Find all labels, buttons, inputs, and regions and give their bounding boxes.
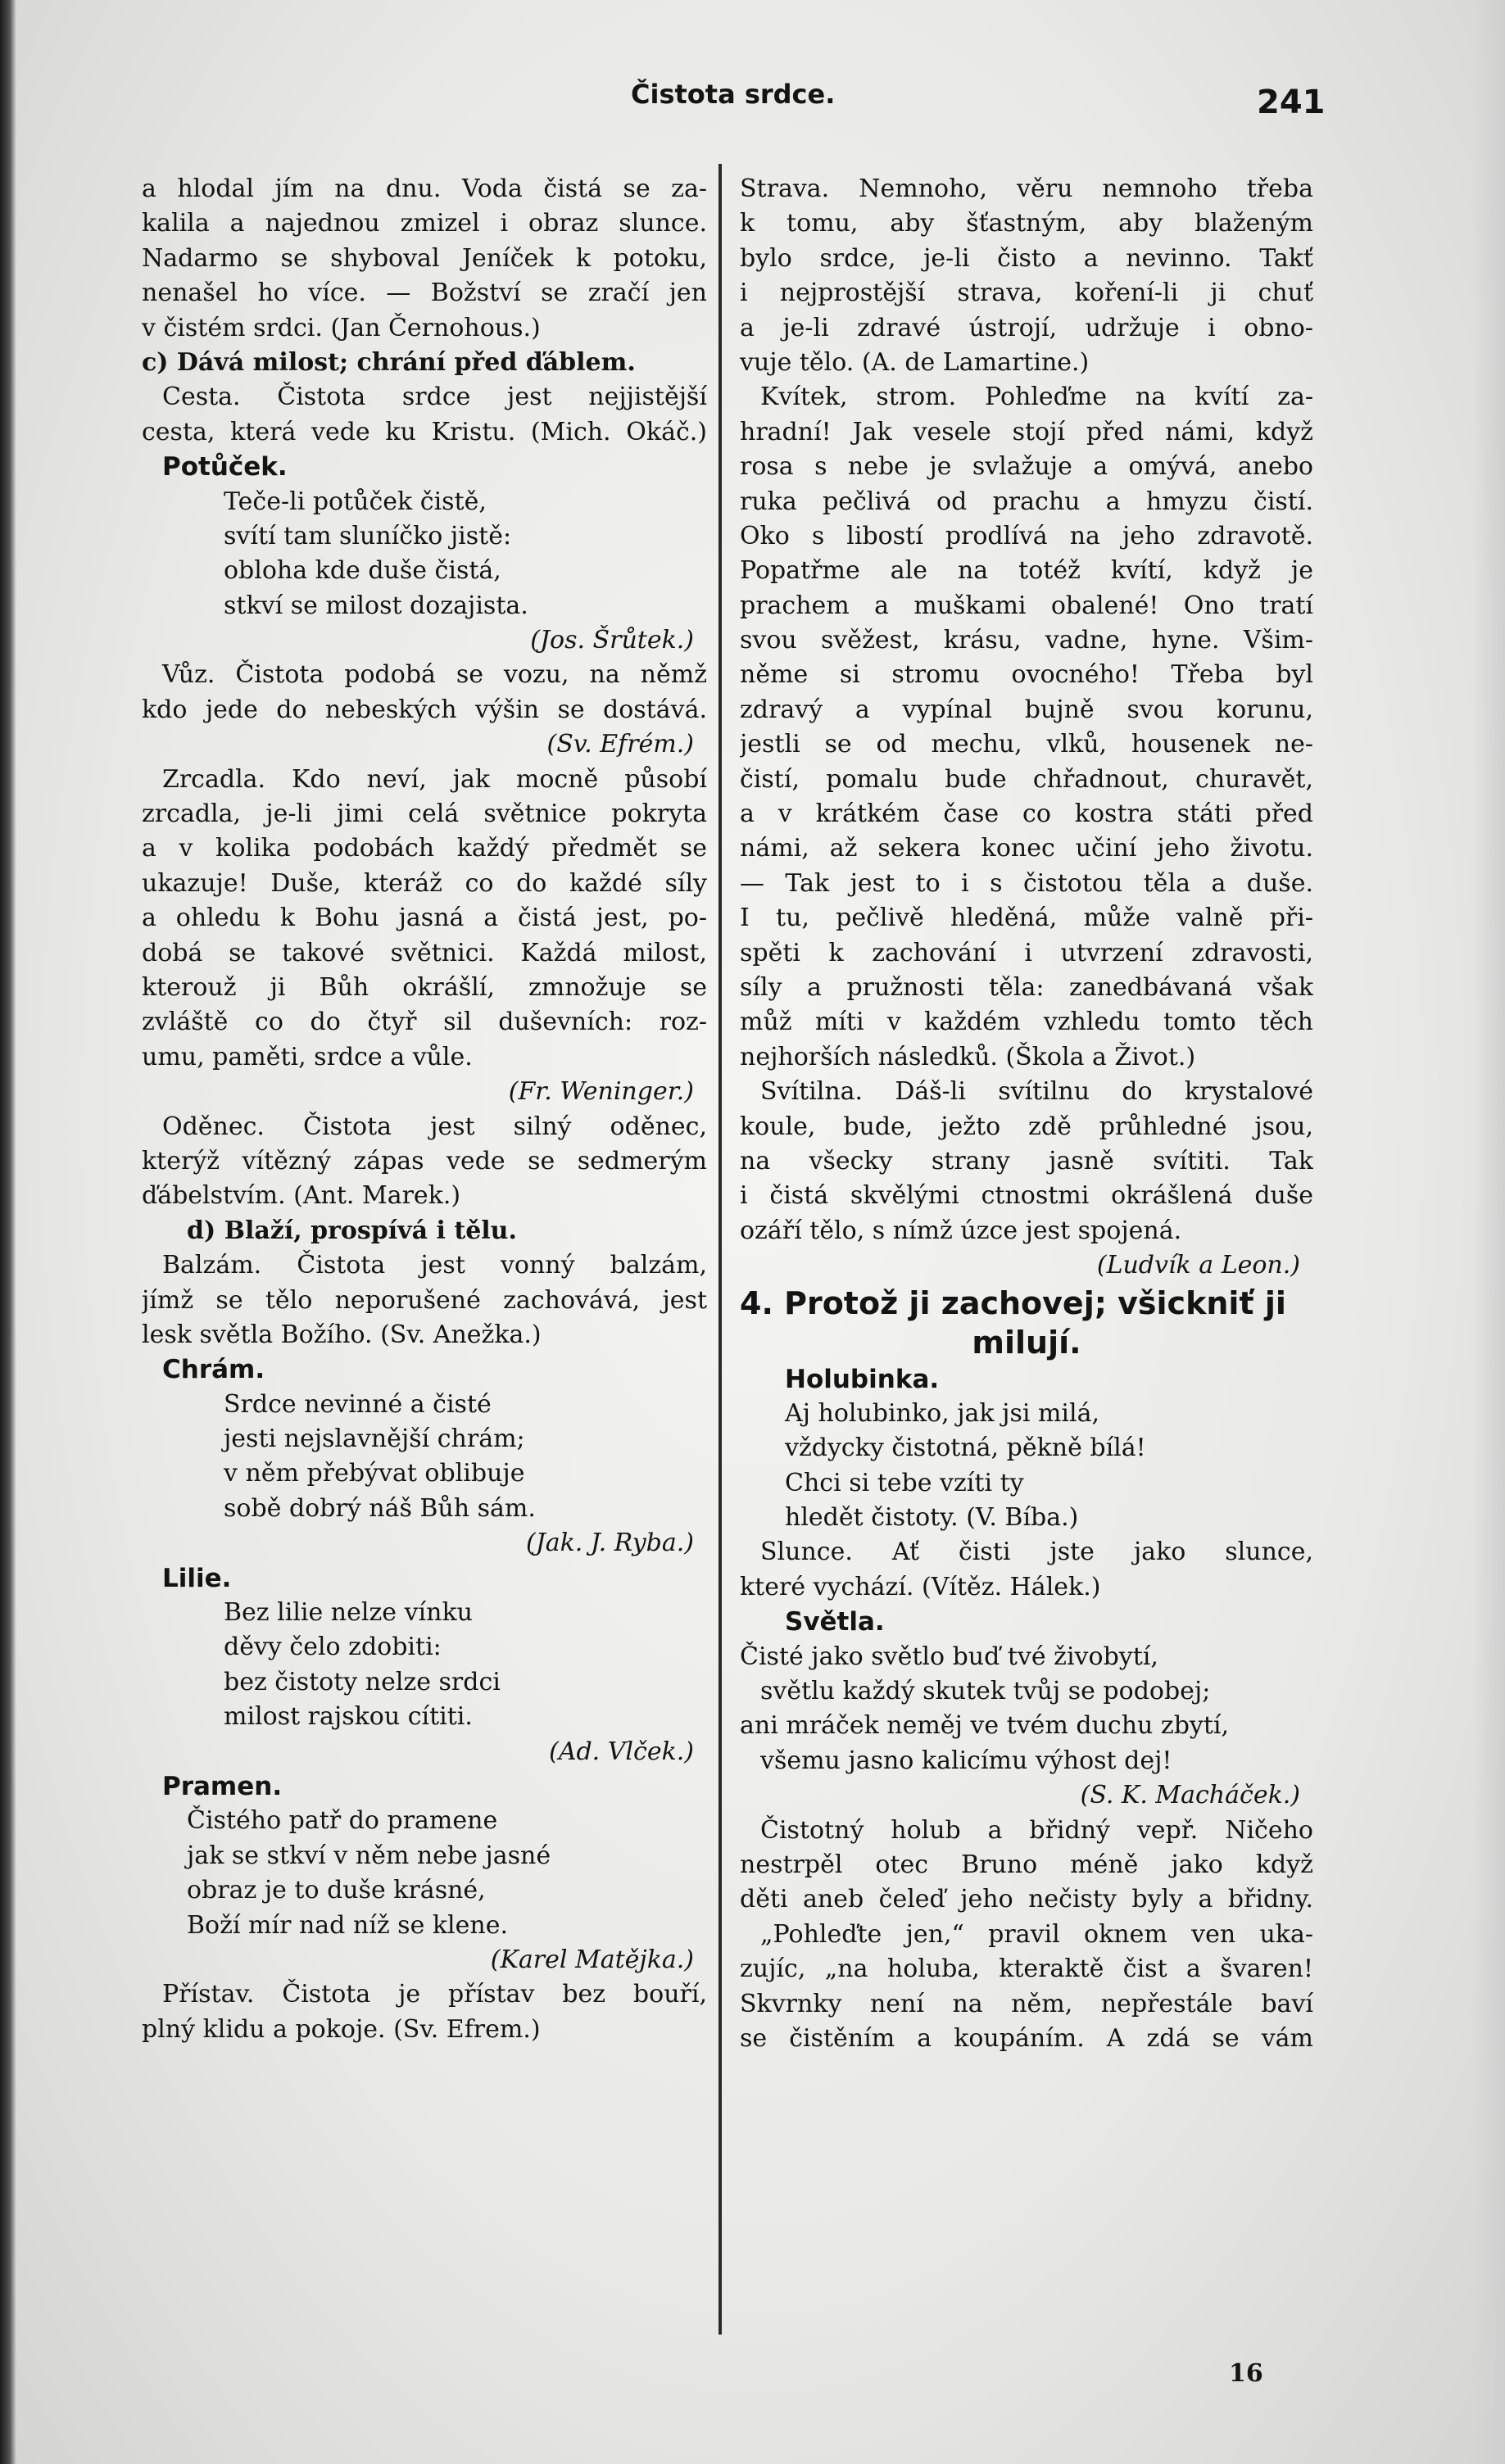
text-line: Slunce. Ať čisti jste jako slunce, — [760, 1538, 1313, 1567]
text-line: lesk světla Božího. (Sv. Anežka.) — [142, 1320, 542, 1349]
text-line: Svítilna. Dáš-li svítilnu do krystalové — [760, 1077, 1313, 1107]
verse-line: Teče-li potůček čistě, — [224, 487, 487, 516]
verse-line: obloha kde duše čistá, — [224, 556, 501, 586]
text-line: čistí, pomalu bude chřadnout, churavět, — [740, 764, 1313, 794]
verse-line: bez čistoty nelze srdci — [224, 1667, 501, 1696]
text-line: ďábelstvím. (Ant. Marek.) — [142, 1181, 461, 1211]
attribution: (Sv. Efrém.) — [546, 730, 694, 759]
text-line: a ohledu k Bohu jasná a čistá jest, po- — [142, 904, 707, 933]
text-line: Oko s libostí prodlívá na jeho zdravotě. — [740, 521, 1313, 550]
text-line: můž míti v každém vzhledu tomto těch — [740, 1008, 1313, 1037]
text-line: vuje tělo. (A. de Lamartine.) — [740, 347, 1090, 377]
chapter-heading-continued: milují. — [972, 1324, 1081, 1361]
text-line: zdravý a vypínal bujně svou korunu, — [740, 695, 1313, 724]
page-binding-shadow — [0, 0, 16, 2464]
text-line: i čistá skvělými ctnostmi okrášlená duše — [740, 1181, 1313, 1211]
text-line: dobá se takové světnici. Každá milost, — [142, 938, 707, 967]
section-heading: d) Blaží, prospívá i tělu. — [187, 1216, 517, 1245]
text-line: a hlodal jím na dnu. Voda čistá se za- — [142, 174, 707, 203]
page-number: 241 — [1257, 84, 1326, 121]
text-line: bylo srdce, je-li čisto a nevinno. Takť — [740, 243, 1313, 273]
text-line: k tomu, aby šťastným, aby blaženým — [740, 209, 1313, 238]
text-line: spěti k zachování i utvrzení zdravosti, — [740, 938, 1313, 967]
text-line: a je-li zdravé ústrojí, udržuje i obno- — [740, 313, 1313, 342]
section-heading: c) Dává milost; chrání před ďáblem. — [142, 347, 636, 377]
signature-mark: 16 — [1229, 2359, 1263, 2388]
attribution: (Ludvík a Leon.) — [1096, 1251, 1300, 1280]
attribution: (Fr. Weninger.) — [508, 1077, 694, 1107]
entry-heading: Pramen. — [162, 1771, 283, 1801]
verse-line: Srdce nevinné a čisté — [224, 1389, 492, 1419]
attribution: (Jos. Šrůtek.) — [530, 626, 694, 655]
text-line: se čistěním a koupáním. A zdá se vám — [740, 2023, 1313, 2053]
text-line: kterýž vítězný zápas vede se sedmerým — [142, 1146, 707, 1175]
text-line: námi, až sekera konec učiní jeho životu. — [740, 834, 1313, 863]
text-line: i nejprostější strava, koření-li ji chuť — [740, 279, 1313, 308]
chapter-heading: 4. Protož ji zachovej; všickniť ji — [740, 1284, 1286, 1321]
text-line: Strava. Nemnoho, věru nemnoho třeba — [740, 174, 1313, 203]
text-line: v čistém srdci. (Jan Černohous.) — [142, 313, 541, 342]
attribution: (S. K. Macháček.) — [1080, 1781, 1300, 1810]
verse-line: jak se stkví v něm nebe jasné — [187, 1841, 551, 1870]
text-line: nestrpěl otec Bruno méně jako když — [740, 1850, 1313, 1879]
column-divider — [719, 164, 722, 2335]
page-edge-shade — [1472, 0, 1505, 2464]
verse-line: Bez lilie nelze vínku — [224, 1598, 473, 1628]
verse-line: Boží mír nad níž se klene. — [187, 1910, 508, 1940]
text-line: Popatřme ale na totéž kvítí, když je — [740, 556, 1313, 586]
text-line: děti aneb čeleď jeho nečisty byly a břidny. — [740, 1885, 1313, 1914]
text-line: plný klidu a pokoje. (Sv. Efrem.) — [142, 2014, 541, 2044]
text-line: jímž se tělo neporušené zachovává, jest — [142, 1285, 707, 1315]
text-line: ukazuje! Duše, kteráž co do každé síly — [142, 868, 707, 898]
verse-line: vždycky čistotná, pěkně bílá! — [785, 1434, 1146, 1463]
attribution: (Jak. J. Ryba.) — [526, 1529, 694, 1558]
entry-heading: Potůček. — [162, 452, 288, 482]
text-line: ruka pečlivá od prachu a hmyzu čistí. — [740, 487, 1313, 516]
text-line: cesta, která vede ku Kristu. (Mich. Okáč.) — [142, 417, 707, 446]
running-header: Čistota srdce. — [631, 79, 836, 110]
verse-line: stkví se milost dozajista. — [224, 591, 528, 620]
text-line: kterouž ji Bůh okrášlí, zmnožuje se — [142, 972, 707, 1002]
text-line: Přístav. Čistota je přístav bez bouří, — [162, 1980, 707, 2009]
verse-line: Čisté jako světlo buď tvé živobytí, — [740, 1642, 1158, 1671]
verse-line: Čistého patř do pramene — [187, 1806, 498, 1836]
verse-line: svítí tam sluníčko jistě: — [224, 521, 512, 550]
verse-line: Aj holubinko, jak jsi milá, — [785, 1398, 1100, 1428]
entry-heading: Holubinka. — [785, 1364, 940, 1394]
text-line: zrcadla, je-li jimi celá světnice pokryta — [142, 799, 707, 829]
text-line: Oděnec. Čistota jest silný oděnec, — [162, 1112, 707, 1141]
text-line: zvláště co do čtyř sil duševních: roz- — [142, 1008, 707, 1037]
text-line: něme si stromu ovocného! Třeba byl — [740, 660, 1313, 690]
text-line: umu, paměti, srdce a vůle. — [142, 1042, 473, 1071]
text-line: Zrcadla. Kdo neví, jak mocně působí — [162, 764, 707, 794]
text-line: hradní! Jak vesele stojí před námi, když — [740, 417, 1313, 446]
text-line: kalila a najednou zmizel i obraz slunce. — [142, 209, 707, 238]
text-line: které vychází. (Vítěz. Hálek.) — [740, 1572, 1101, 1601]
verse-line: hledět čistoty. (V. Bíba.) — [785, 1503, 1079, 1533]
text-line: Cesta. Čistota srdce jest nejjistější — [162, 383, 707, 412]
text-line: I tu, pečlivě hleděná, může valně při- — [740, 904, 1313, 933]
attribution: (Karel Matějka.) — [490, 1945, 694, 1974]
verse-line: ani mráček neměj ve tvém duchu zbytí, — [740, 1711, 1230, 1741]
entry-heading: Chrám. — [162, 1355, 265, 1385]
left-column — [142, 172, 707, 2047]
text-line: zujíc, „na holuba, kteraktě čist a švaren! — [740, 1954, 1313, 1984]
text-line: koule, bude, ježto zdě průhledné jsou, — [740, 1112, 1313, 1141]
verse-line: Chci si tebe vzíti ty — [785, 1468, 1024, 1497]
verse-line: milost rajskou cítiti. — [224, 1702, 473, 1732]
verse-line: v něm přebývat oblibuje — [224, 1459, 525, 1488]
attribution: (Ad. Vlček.) — [549, 1737, 694, 1766]
text-line: Čistotný holub a břidný vepř. Ničeho — [760, 1815, 1313, 1845]
text-line: rosa s nebe je svlažuje a omývá, anebo — [740, 452, 1313, 482]
verse-line: všemu jasno kalicímu výhost dej! — [760, 1746, 1172, 1775]
text-line: ozáří tělo, s nímž úzce jest spojená. — [740, 1216, 1182, 1245]
text-line: a v kolika podobách každý předmět se — [142, 834, 707, 863]
text-line: jestli se od mechu, vlků, housenek ne- — [740, 730, 1313, 759]
text-line: nenašel ho více. — Božství se zračí jen — [142, 279, 707, 308]
text-line: Skvrnky není na něm, nepřestále baví — [740, 1989, 1313, 2018]
text-line: síly a pružnosti těla: zanedbávaná však — [740, 972, 1313, 1002]
verse-line: obraz je to duše krásné, — [187, 1876, 486, 1905]
text-line: na všecky strany jasně svítiti. Tak — [740, 1146, 1313, 1175]
text-line: Kvítek, strom. Pohleďme na kvítí za- — [760, 383, 1313, 412]
text-line: Vůz. Čistota podobá se vozu, na němž — [162, 660, 707, 690]
text-line: „Pohleďte jen,“ pravil oknem ven uka- — [760, 1919, 1313, 1949]
text-line: a v krátkém čase co kostra státi před — [740, 799, 1313, 829]
text-line: nejhorších následků. (Škola a Život.) — [740, 1042, 1196, 1071]
text-line: Nadarmo se shyboval Jeníček k potoku, — [142, 243, 707, 273]
text-line: — Tak jest to i s čistotou těla a duše. — [740, 868, 1313, 898]
text-line: svou svěžest, krásu, vadne, hyne. Všim- — [740, 626, 1313, 655]
verse-line: děvy čelo zdobiti: — [224, 1633, 442, 1662]
right-column — [740, 172, 1313, 2056]
verse-line: jesti nejslavnější chrám; — [224, 1424, 525, 1454]
verse-line: světlu každý skutek tvůj se podobej; — [760, 1677, 1211, 1706]
verse-line: sobě dobrý náš Bůh sám. — [224, 1493, 536, 1523]
entry-heading: Lilie. — [162, 1563, 232, 1593]
text-line: kdo jede do nebeských výšin se dostává. — [142, 695, 707, 724]
entry-heading: Světla. — [785, 1607, 885, 1637]
text-line: prachem a muškami obalené! Ono tratí — [740, 591, 1313, 620]
text-line: Balzám. Čistota jest vonný balzám, — [162, 1251, 707, 1280]
